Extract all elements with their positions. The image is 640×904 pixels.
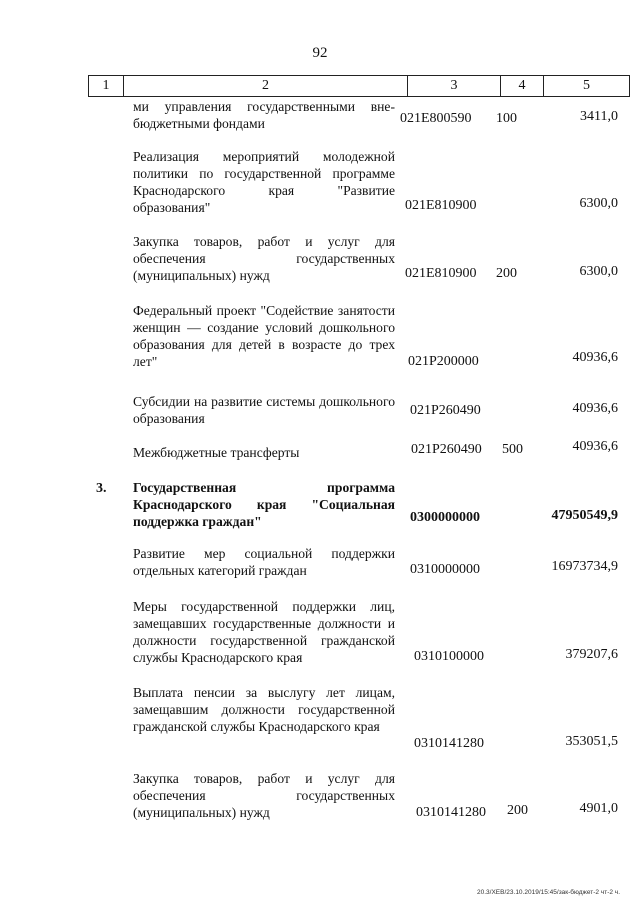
row-amount: 40936,6 bbox=[572, 439, 618, 454]
header-col-3: 3 bbox=[407, 76, 500, 96]
row-section-number: 3. bbox=[96, 481, 107, 496]
row-code: 0310100000 bbox=[414, 649, 484, 664]
row-code: 021P260490 bbox=[411, 442, 482, 457]
row-expense-type: 500 bbox=[502, 442, 523, 457]
document-footer-stamp: 20.3/ХЕВ/23.10.2019/15:45/зак-бюджет-2 чт-2 ч. bbox=[477, 889, 620, 896]
row-code: 0310000000 bbox=[410, 562, 480, 577]
row-amount: 4901,0 bbox=[579, 801, 618, 816]
header-col-5: 5 bbox=[543, 76, 629, 96]
row-description: ми управления государственными вне-бюджетными фондами bbox=[133, 99, 395, 131]
row-description: Государственная программа Краснодарского края "Социальная поддержка граждан" bbox=[133, 480, 395, 529]
row-code: 021E810900 bbox=[405, 266, 477, 281]
row-code: 021E810900 bbox=[405, 198, 477, 213]
header-col-4: 4 bbox=[500, 76, 543, 96]
row-code: 021P260490 bbox=[410, 403, 481, 418]
row-amount: 3411,0 bbox=[580, 109, 618, 124]
row-description: Закупка товаров, работ и услуг для обеспечения государственных (муниципальных) нужд bbox=[133, 234, 395, 283]
row-description: Закупка товаров, работ и услуг для обеспечения государственных (муниципальных) нужд bbox=[133, 771, 395, 820]
row-description: Межбюджетные трансферты bbox=[133, 445, 300, 460]
row-amount: 40936,6 bbox=[572, 350, 618, 365]
row-expense-type: 200 bbox=[496, 266, 517, 281]
page-number: 92 bbox=[312, 45, 328, 61]
row-description: Федеральный проект "Содействие занятости женщин — создание условий дошкольного образования для детей в возрасте до трех лет" bbox=[133, 303, 395, 369]
row-code: 0300000000 bbox=[410, 510, 480, 525]
row-amount: 47950549,9 bbox=[551, 508, 618, 523]
row-code: 0310141280 bbox=[416, 805, 486, 820]
row-description: Меры государственной поддержки лиц, замещавших государственные должности и должности государственной гражданской службы Краснодарского края bbox=[133, 599, 395, 665]
row-expense-type: 100 bbox=[496, 111, 517, 126]
row-expense-type: 200 bbox=[507, 803, 528, 818]
row-amount: 6300,0 bbox=[579, 196, 618, 211]
row-code: 021P200000 bbox=[408, 354, 479, 369]
header-col-1: 1 bbox=[102, 78, 110, 93]
row-amount: 16973734,9 bbox=[551, 559, 618, 574]
row-code: 0310141280 bbox=[414, 736, 484, 751]
table-header bbox=[88, 75, 630, 97]
row-amount: 353051,5 bbox=[565, 734, 618, 749]
row-amount: 6300,0 bbox=[579, 264, 618, 279]
row-description: Развитие мер социальной поддержки отдельных категорий граждан bbox=[133, 546, 395, 578]
row-amount: 40936,6 bbox=[572, 401, 618, 416]
row-code: 021E800590 bbox=[400, 111, 472, 126]
row-description: Реализация мероприятий молодежной политики по государственной программе Краснодарского края "Развитие образования" bbox=[133, 149, 395, 215]
row-description: Субсидии на развитие системы дошкольного образования bbox=[133, 394, 395, 426]
row-description: Выплата пенсии за выслугу лет лицам, замещавшим должности государственной гражданской службы Краснодарского края bbox=[133, 685, 395, 734]
row-amount: 379207,6 bbox=[565, 647, 618, 662]
header-col-2: 2 bbox=[123, 76, 407, 96]
